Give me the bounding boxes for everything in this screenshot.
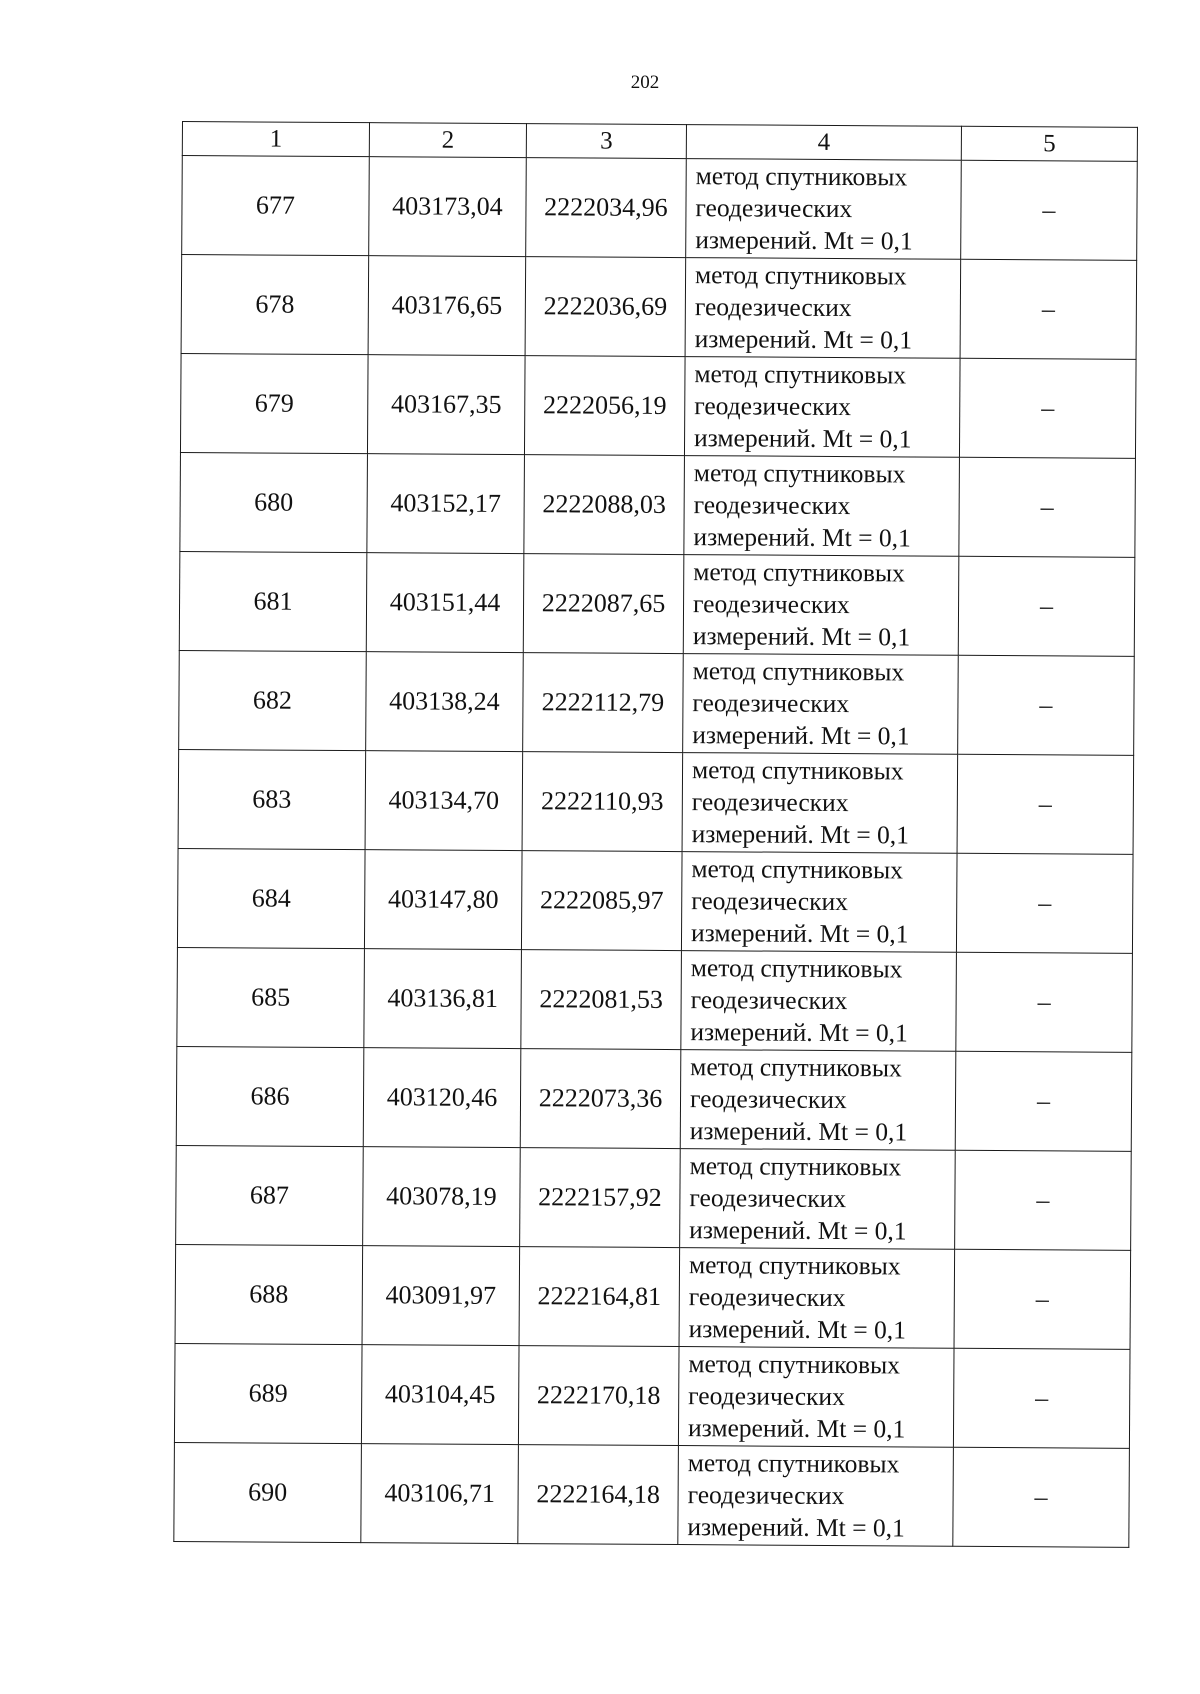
method-text-line: метод спутниковых — [693, 557, 905, 588]
note-cell: – — [955, 1051, 1132, 1151]
method-text-line: измерений. Mt = 0,1 — [688, 1314, 907, 1345]
table-row — [175, 1244, 1131, 1349]
x-coordinate-cell: 403134,70 — [365, 751, 523, 851]
method-text-line: метод спутниковых — [691, 755, 904, 786]
table-row — [174, 1343, 1130, 1448]
method-text-line: геодезических — [691, 886, 849, 917]
method-text-line: измерений. Mt = 0,1 — [692, 720, 910, 751]
method-text-line: геодезических — [694, 292, 852, 323]
point-number-cell: 679 — [180, 353, 368, 453]
method-cell — [680, 1050, 956, 1151]
method-text-line: геодезических — [691, 787, 849, 818]
column-header: 3 — [526, 124, 686, 159]
point-number-cell: 677 — [182, 156, 370, 256]
page-number: 202 — [630, 72, 660, 93]
method-text-line: измерений. Mt = 0,1 — [691, 819, 910, 850]
method-cell — [685, 258, 961, 359]
note-cell: – — [953, 1348, 1130, 1448]
y-coordinate-cell: 2222087,65 — [523, 554, 684, 654]
x-coordinate-cell: 403120,46 — [363, 1048, 521, 1148]
note-cell: – — [956, 952, 1133, 1052]
note-cell: – — [961, 160, 1138, 260]
note-cell: – — [955, 1150, 1132, 1250]
table-row — [177, 947, 1133, 1052]
method-text-line: метод спутниковых — [691, 854, 904, 885]
method-text-line: геодезических — [692, 589, 850, 620]
point-number-cell: 681 — [179, 551, 367, 651]
method-text-line: метод спутниковых — [694, 359, 907, 390]
method-text-line: геодезических — [693, 490, 851, 521]
column-header: 2 — [369, 123, 526, 158]
y-coordinate-cell: 2222081,53 — [521, 950, 682, 1050]
y-coordinate-cell: 2222110,93 — [522, 752, 683, 852]
y-coordinate-cell: 2222085,97 — [521, 851, 682, 951]
y-coordinate-cell: 2222088,03 — [524, 455, 685, 555]
table-row — [176, 1145, 1132, 1250]
method-text-line: измерений. Mt = 0,1 — [690, 918, 909, 949]
table-row — [180, 452, 1136, 557]
column-header: 1 — [182, 122, 369, 157]
method-text-line: метод спутниковых — [694, 260, 907, 291]
note-cell: – — [954, 1249, 1131, 1349]
method-text-line: геодезических — [689, 1183, 847, 1214]
method-cell — [683, 555, 959, 656]
y-coordinate-cell: 2222164,81 — [519, 1247, 680, 1347]
x-coordinate-cell: 403167,35 — [367, 355, 525, 455]
y-coordinate-cell: 2222034,96 — [526, 158, 687, 258]
method-cell — [678, 1347, 954, 1448]
method-text-line: геодезических — [687, 1480, 845, 1511]
point-number-cell: 686 — [176, 1046, 364, 1146]
method-cell — [681, 852, 957, 953]
method-text-line: измерений. Mt = 0,1 — [689, 1215, 907, 1246]
note-cell: – — [956, 853, 1133, 953]
column-header: 5 — [961, 126, 1137, 161]
method-text-line: метод спутниковых — [695, 161, 908, 192]
table-row — [179, 551, 1135, 656]
point-number-cell: 685 — [177, 947, 365, 1047]
method-text-line: геодезических — [694, 391, 852, 422]
coordinates-table — [173, 121, 1138, 1548]
point-number-cell: 689 — [174, 1343, 362, 1443]
method-cell — [680, 1149, 956, 1250]
y-coordinate-cell: 2222157,92 — [520, 1148, 681, 1248]
method-text-line: геодезических — [688, 1282, 846, 1313]
method-cell — [684, 357, 960, 458]
method-text-line: геодезических — [689, 1084, 847, 1115]
x-coordinate-cell: 403138,24 — [366, 652, 524, 752]
x-coordinate-cell: 403106,71 — [361, 1444, 519, 1544]
method-text-line: метод спутниковых — [688, 1250, 901, 1281]
method-text-line: метод спутниковых — [688, 1349, 901, 1380]
method-text-line: геодезических — [695, 193, 853, 224]
method-text-line: метод спутниковых — [687, 1448, 900, 1479]
note-cell: – — [953, 1447, 1130, 1547]
point-number-cell: 688 — [175, 1244, 363, 1344]
table-row — [181, 255, 1137, 360]
header-row — [182, 122, 1137, 162]
method-cell — [679, 1248, 955, 1349]
x-coordinate-cell: 403173,04 — [369, 157, 527, 257]
method-cell — [683, 654, 959, 755]
method-cell — [681, 951, 957, 1052]
y-coordinate-cell: 2222112,79 — [523, 653, 684, 753]
point-number-cell: 678 — [181, 255, 369, 355]
method-cell — [686, 159, 962, 260]
x-coordinate-cell: 403152,17 — [367, 454, 525, 554]
method-cell — [678, 1446, 954, 1547]
point-number-cell: 684 — [177, 848, 365, 948]
table-row — [182, 156, 1138, 261]
y-coordinate-cell: 2222170,18 — [518, 1346, 679, 1446]
x-coordinate-cell: 403151,44 — [366, 553, 524, 653]
note-cell: – — [958, 556, 1135, 656]
column-header: 4 — [686, 125, 961, 161]
method-cell — [682, 753, 958, 854]
table-row — [176, 1046, 1132, 1151]
table-row — [180, 353, 1136, 458]
method-text-line: измерений. Mt = 0,1 — [687, 1413, 906, 1444]
point-number-cell: 690 — [174, 1442, 362, 1542]
method-text-line: метод спутниковых — [693, 458, 906, 489]
note-cell: – — [960, 259, 1137, 359]
method-text-line: геодезических — [690, 985, 848, 1016]
x-coordinate-cell: 403136,81 — [364, 949, 522, 1049]
method-text-line: геодезических — [692, 688, 850, 719]
method-text-line: измерений. Mt = 0,1 — [689, 1116, 908, 1147]
method-text-line: измерений. Mt = 0,1 — [690, 1017, 908, 1048]
point-number-cell: 680 — [180, 452, 368, 552]
x-coordinate-cell: 403104,45 — [361, 1345, 519, 1445]
table-row — [178, 749, 1134, 854]
x-coordinate-cell: 403078,19 — [363, 1147, 521, 1247]
method-text-line: измерений. Mt = 0,1 — [692, 621, 911, 652]
method-text-line: метод спутниковых — [692, 656, 905, 687]
y-coordinate-cell: 2222056,19 — [524, 356, 685, 456]
method-text-line: измерений. Mt = 0,1 — [693, 423, 912, 454]
method-text-line: метод спутниковых — [690, 1052, 902, 1083]
table-row — [174, 1442, 1130, 1547]
note-cell: – — [957, 754, 1134, 854]
method-text-line: измерений. Mt = 0,1 — [695, 225, 913, 256]
y-coordinate-cell: 2222164,18 — [518, 1445, 679, 1545]
note-cell: – — [959, 358, 1136, 458]
method-text-line: измерений. Mt = 0,1 — [693, 522, 911, 553]
x-coordinate-cell: 403091,97 — [362, 1246, 520, 1346]
table-row — [179, 650, 1135, 755]
note-cell: – — [958, 655, 1135, 755]
point-number-cell: 687 — [176, 1145, 364, 1245]
y-coordinate-cell: 2222036,69 — [525, 257, 686, 357]
x-coordinate-cell: 403176,65 — [368, 256, 526, 356]
table-body — [174, 122, 1138, 1548]
table-row — [177, 848, 1133, 953]
method-text-line: метод спутниковых — [690, 953, 903, 984]
point-number-cell: 683 — [178, 749, 366, 849]
method-cell — [684, 456, 960, 557]
y-coordinate-cell: 2222073,36 — [520, 1049, 681, 1149]
method-text-line: метод спутниковых — [689, 1151, 902, 1182]
point-number-cell: 682 — [179, 650, 367, 750]
method-text-line: геодезических — [688, 1381, 845, 1412]
x-coordinate-cell: 403147,80 — [364, 850, 522, 950]
method-text-line: измерений. Mt = 0,1 — [687, 1512, 905, 1543]
note-cell: – — [959, 457, 1136, 557]
method-text-line: измерений. Mt = 0,1 — [694, 324, 913, 355]
